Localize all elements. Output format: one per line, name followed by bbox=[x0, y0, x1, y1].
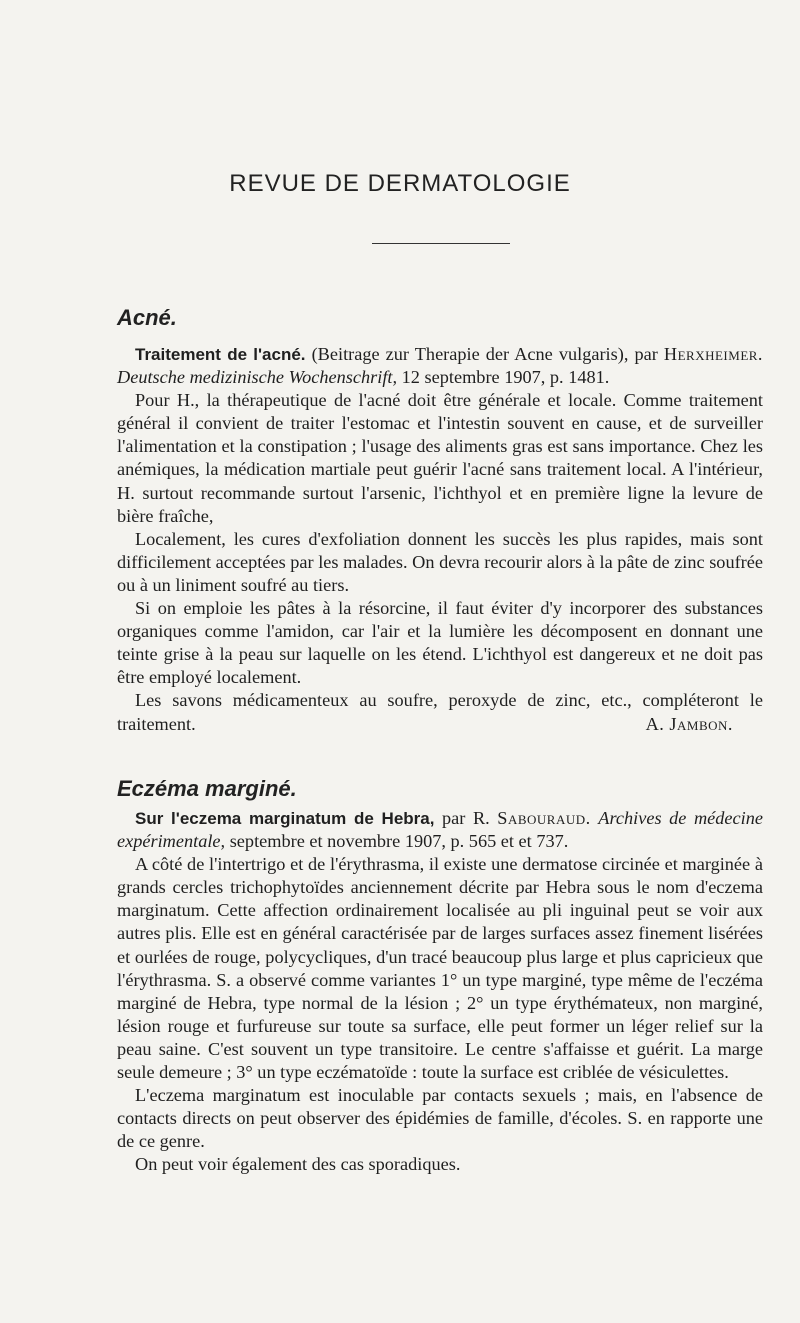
article-title: Traitement de l'acné. bbox=[135, 345, 306, 364]
signature: A. Jambon. bbox=[645, 713, 733, 734]
paragraph: Les savons médicamenteux au soufre, peroxyde de zinc, etc., compléteront le traitement. bbox=[117, 690, 763, 734]
paragraph: Si on emploie les pâtes à la résorcine, il faut éviter d'y incorporer des substances organiques comme l'amidon, car l'air et la lumière les décomposent en donnant une teinte grise à la peau sur laquelle on les étend. L'ichthyol est dangereux et ne doit pas être employé localement. bbox=[117, 598, 763, 688]
paragraph: L'eczema marginatum est inoculable par contacts sexuels ; mais, en l'absence de contacts directs on peut observer des épidémies de famille, d'écoles. S. en rapporte une de ce genre. bbox=[117, 1085, 763, 1152]
page-title: REVUE DE DERMATOLOGIE bbox=[229, 170, 571, 197]
article-author: Herxheimer. bbox=[663, 344, 764, 364]
section-heading-eczema: Eczéma marginé. bbox=[117, 776, 297, 801]
article-journal: Archives de médecine expérimentale, bbox=[117, 808, 763, 852]
paragraph: Pour H., la thérapeutique de l'acné doit être générale et locale. Comme traitement général il convient de traiter l'estomac et l'intestin souvent en cause, et de surveiller l'alimentation et la constipation ; l'usage des aliments gras est sans importance. Chez les anémiques, la médication martiale peut guérir l'acné sans traitement local. A l'intérieur, H. surtout recommande surtout l'arsenic, l'ichthyol et en première ligne la levure de bière fraîche, bbox=[117, 390, 763, 526]
paragraph: Localement, les cures d'exfoliation donnent les succès les plus rapides, mais sont difficilement acceptées par les malades. On devra recourir alors à la pâte de zinc soufrée ou à un liniment soufré au tiers. bbox=[117, 528, 763, 595]
article-citation: 12 septembre 1907, p. 1481. bbox=[397, 367, 610, 388]
paragraph: A côté de l'intertrigo et de l'érythrasma, il existe une dermatose circinée et marginée à grands cercles trichophytoïdes anciennement décrite par Hebra sous le nom d'eczema marginatum. Cette affection ordinairement localisée au pli inguinal peut se voir aux autres plis. Elle est en général caractérisée par de larges surfaces assez finement lisérées et ourlées de rouge, polycycliques, d'un tracé beaucoup plus large et plus capricieux que l'érythrasma. S. a observé comme variantes 1° un type marginé, type même de l'eczéma marginé de Hebra, type normal de la lésion ; 2° un type érythémateux, non marginé, lésion rouge et furfureuse sur toute sa surface, elle peut former un léger relief sur la peau saine. C'est souvent un type transitoire. Le centre s'affaisse et guérit. La marge seule demeure ; 3° un type eczématoïde : toute la surface est criblée de vésiculettes. bbox=[117, 854, 763, 1083]
section-eczema-body bbox=[117, 807, 763, 1177]
paragraph-with-signature bbox=[117, 689, 763, 735]
article-header bbox=[117, 807, 763, 853]
article-author: Sabouraud. bbox=[497, 808, 591, 828]
title-divider bbox=[372, 243, 510, 244]
section-heading-acne: Acné. bbox=[117, 305, 177, 330]
article-citation: septembre et novembre 1907, p. 565 et et 737. bbox=[225, 831, 569, 852]
article-title-rest: par R. bbox=[434, 808, 498, 828]
section-acne-body bbox=[117, 343, 763, 736]
article-title: Sur l'eczema marginatum de Hebra, bbox=[135, 809, 435, 828]
paragraph: On peut voir également des cas sporadiques. bbox=[135, 1154, 461, 1175]
article-title-rest: (Beitrage zur Therapie der Acne vulgaris), par bbox=[305, 344, 664, 364]
article-header bbox=[117, 343, 763, 389]
article-journal: Deutsche medizinische Wochenschrift, bbox=[117, 367, 398, 388]
